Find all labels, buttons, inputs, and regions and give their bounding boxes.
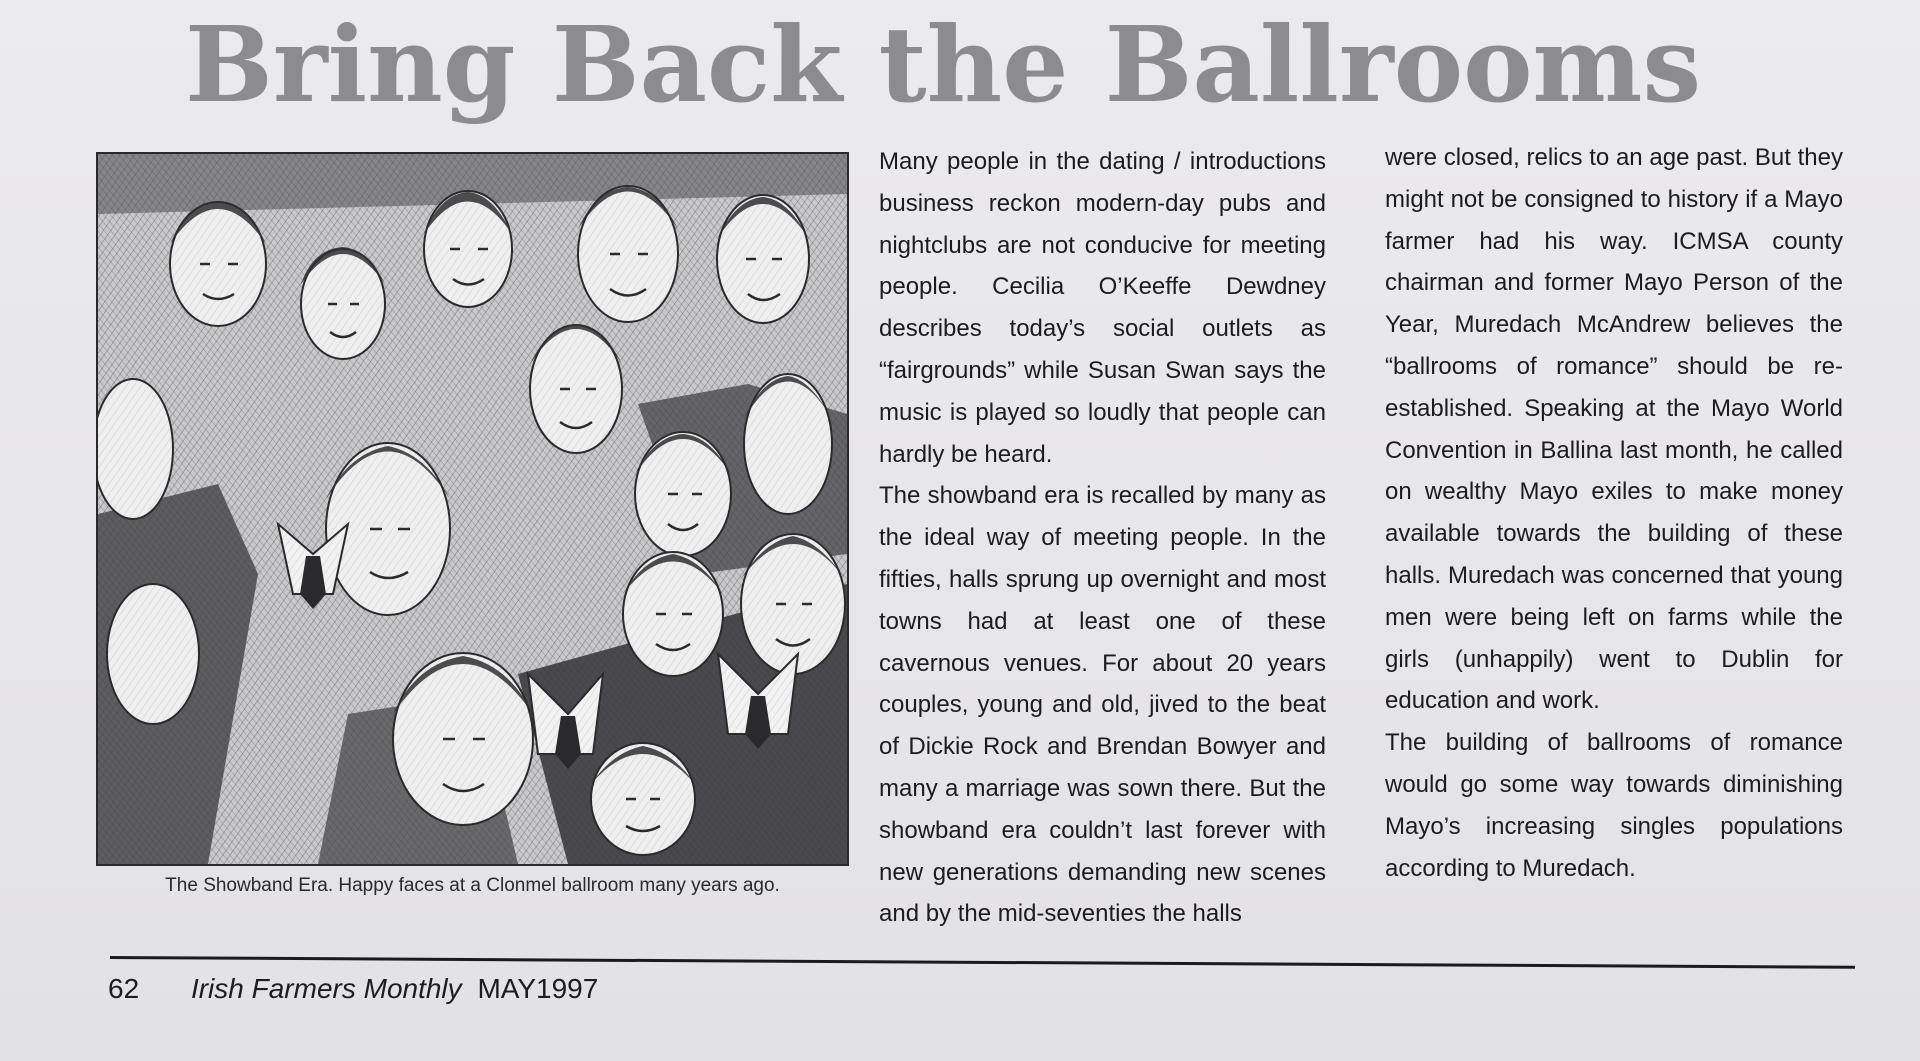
article-title: Bring Back the Ballrooms <box>184 3 1702 126</box>
paragraph: The building of ballrooms of romance would go some way towards diminishing Mayo’s increasing singles populations according to Muredach. <box>1385 729 1843 882</box>
magazine-name: Irish Farmers Monthly <box>190 973 462 1004</box>
paragraph: were closed, relics to an age past. But they might not be consigned to history if a Mayo farmer had his way. ICMSA county chairman and former Mayo Person of the Year, Muredach McAndrew believes the “ballrooms of romance” should be re-established. Speaking at the Mayo World Convention in Ballina last month, he called on wealthy Mayo exiles to make money available towards the building of these halls. Muredach was concerned that young men were being left on farms while the girls (unhappily) went to Dublin for education and work. <box>1385 144 1843 715</box>
issue-date: MAY1997 <box>477 973 599 1004</box>
paragraph: The showband era is recalled by many as the ideal way of meeting people. In the fifties, halls sprung up overnight and most towns had at least one of these cavernous venues. For about 20 years couples, young and old, jived to the beat of Dickie Rock and Brendan Bowyer and many a marriage was sown there. But the showband era couldn’t last forever with new generations demanding new scenes and by the mid-seventies the halls <box>879 482 1326 928</box>
footer-rule <box>110 956 1855 969</box>
photo-caption: The Showband Era. Happy faces at a Clonmel ballroom many years ago. <box>165 875 780 896</box>
page-number: 62 <box>108 973 140 1004</box>
article-column-1 <box>879 141 1326 935</box>
article-column-2 <box>1385 137 1843 889</box>
page-footer <box>108 969 598 1009</box>
paragraph: Many people in the dating / introductions business reckon modern-day pubs and nightclubs are not conducive for meeting people. Cecilia O’Keeffe Dewdney describes today’s social outlets as “fairgrounds” while Susan Swan says the music is played so loudly that people can hardly be heard. <box>879 148 1326 468</box>
showband-photo <box>96 152 849 866</box>
